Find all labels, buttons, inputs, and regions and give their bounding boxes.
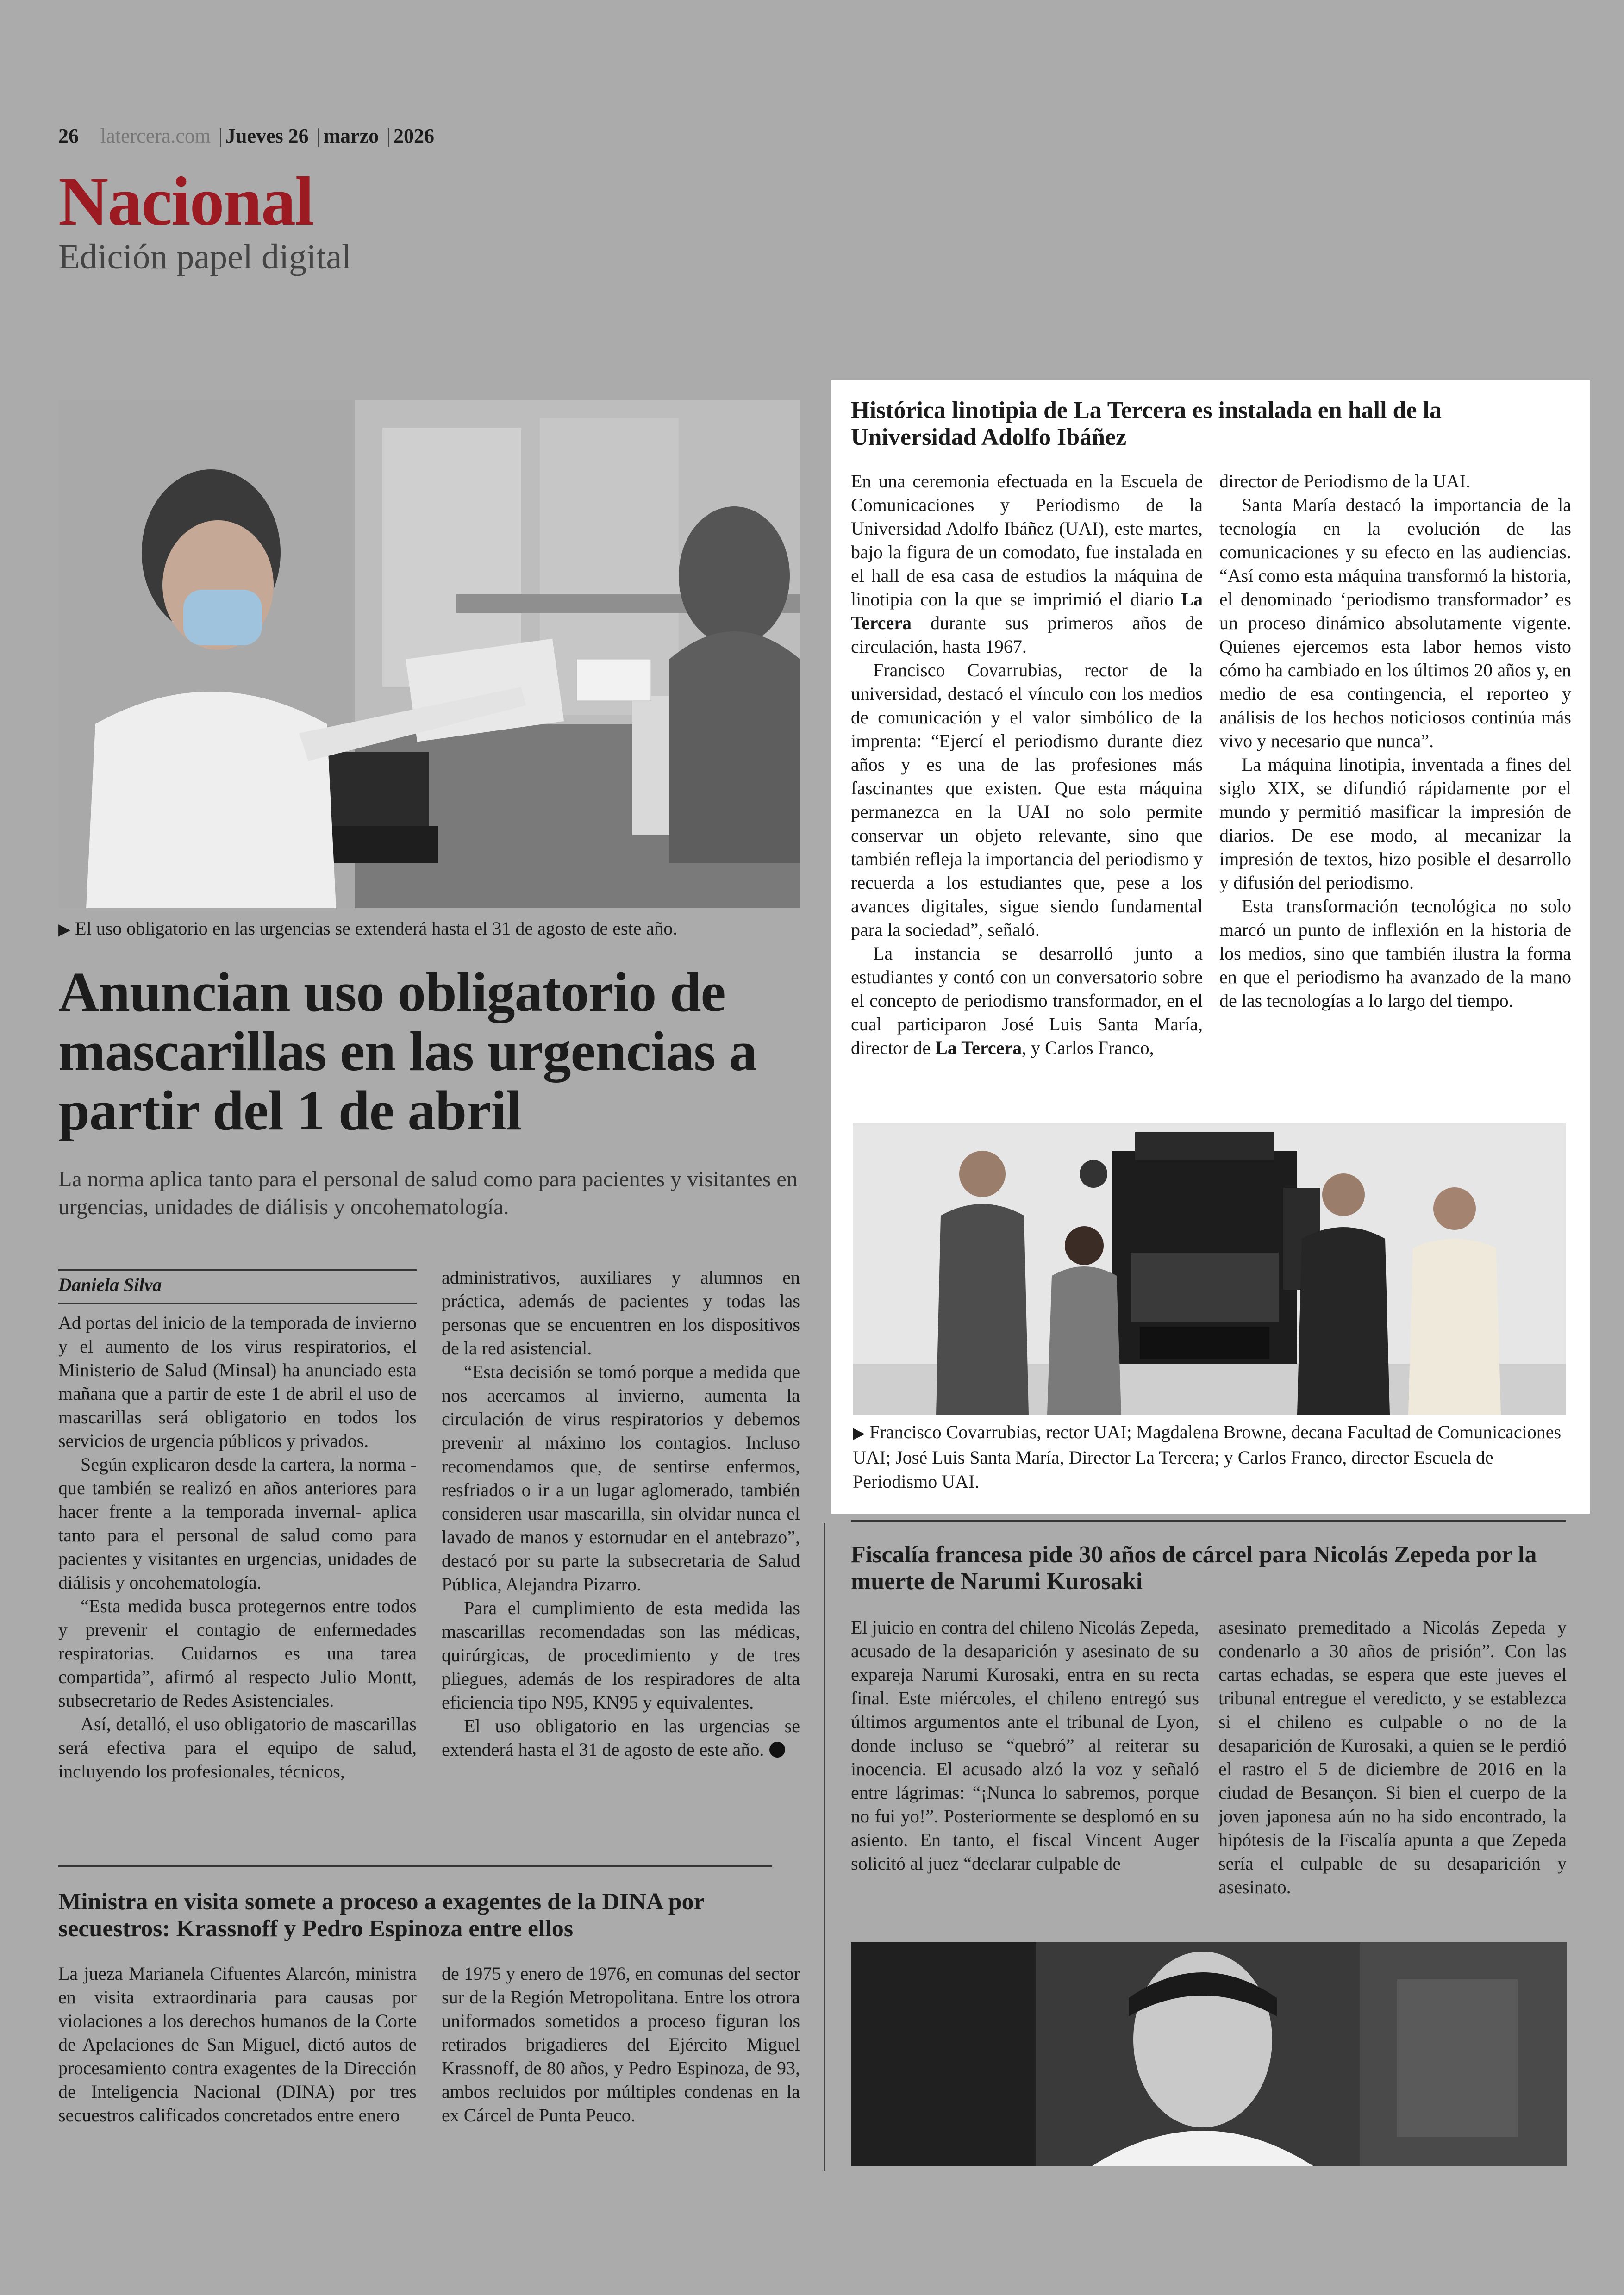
date-day: Jueves 26 [225, 125, 309, 147]
france-story-photo [851, 1942, 1567, 2166]
end-of-story-icon [769, 1742, 785, 1758]
page-number: 26 [58, 125, 79, 147]
byline-rule-bottom [58, 1303, 417, 1304]
caption-arrow-icon: ▶ [58, 921, 71, 938]
section-title: Nacional [58, 163, 313, 240]
main-deck: La norma aplica tanto para el personal de salud como para pacientes y visitantes en urgencias, unidades de diálisis y oncohematología. [58, 1167, 798, 1219]
main-headline: Anuncian uso obligatorio de mascarillas en las urgencias a partir del 1 de abril [58, 961, 757, 1142]
france-top-rule [851, 1520, 1566, 1522]
column-divider [824, 1523, 825, 2171]
france-headline: Fiscalía francesa pide 30 años de cárcel para Nicolás Zepeda por la muerte de Narumi Kurosaki [851, 1541, 1537, 1595]
dina-column-1: La jueza Marianela Cifuentes Alarcón, ministra en visita extraordinaria para causas por violaciones a los derechos humanos de la Corte de Apelaciones de San Miguel, dictó autos de procesamiento contra exagentes de la Dirección de Inteligencia Nacional (DINA) por tres secuestros calificados concretados entre enero [58, 1963, 417, 2126]
linotype-column-2: director de Periodismo de la UAI. Santa María destacó la importancia de la tecnología en la evolución de las comunicaciones y su efecto en las audiencias. “Así como esta máquina transformó la historia, el denominado ‘periodismo transformador’ es un proceso dinámico absolutamente vigente. Quienes ejercemos esta labor hemos visto cómo ha cambiado en los últimos 20 años y, en medio de esa contingencia, el reporteo y análisis de los hechos noticiosos continúa más vivo y necesario que nunca”. La máquina linotipia, inventada a fines del siglo XIX, se difundió rápidamente por el mundo y permitió masificar la impresión de diarios. De ese modo, al mecanizar la impresión de textos, hizo posible el desarrollo y difusión del periodismo. Esta transformación tecnológica no solo marcó un punto de inflexión en la historia de los medios, sino que también ilustra la forma en que el periodismo ha avanzado de la mano de las tecnologías a lo largo del tiempo. [1219, 471, 1571, 1011]
main-story-column-1: Ad portas del inicio de la temporada de invierno y el aumento de los virus respiratorios, el Ministerio de Salud (Minsal) ha anunciado esta mañana que a partir de este 1 de abril el uso de mascarillas será obligatorio en todos los servicios de urgencia públicos y privados. Según explicaron desde la cartera, la norma -que también se realizó en años anteriores para hacer frente a la temporada invernal- aplica tanto para el personal de salud como para pacientes y visitantes en urgencias, unidades de diálisis y oncohematología. “Esta medida busca protegernos entre todos y prevenir el contagio de enfermedades respiratorias. Cuidarnos es una tarea compartida”, afirmó al respecto Julio Montt, subsecretario de Redes Asistenciales. Así, detalló, el uso obligatorio de mascarillas será efectiva para el equipo de salud, incluyendo los profesionales, técnicos, [58, 1312, 417, 1782]
caption-arrow-icon: ▶ [853, 1425, 865, 1442]
site-name: latercera.com [100, 125, 211, 147]
dina-top-rule [58, 1865, 772, 1867]
date-year: 2026 [393, 125, 434, 147]
france-column-2: asesinato premeditado a Nicolás Zepeda y condenarlo a 30 años de prisión”. Con las cartas echadas, se espera que este jueves el tribunal entregue el veredicto, y se establezca si el chileno es culpable o no de la desaparición de Kurosaki, a quien se le perdió el rastro el 5 de diciembre de 2016 en la ciudad de Besançon. Si bien el cuerpo de la joven japonesa aún no ha sido encontrado, la hipótesis de la Fiscalía apunta a que Zepeda sería el culpable de su desaparición y asesinato. [1218, 1617, 1567, 1897]
main-photo-caption: ▶ El uso obligatorio en las urgencias se extenderá hasta el 31 de agosto de este año. [58, 918, 678, 939]
linotype-column-1: En una ceremonia efectuada en la Escuela de Comunicaciones y Periodismo de la Universidad Adolfo Ibáñez (UAI), este martes, bajo la figura de un comodato, fue instalada en el hall de esa casa de estudios la máquina de linotipia con la que se imprimió el diario La Tercera durante sus primeros años de circulación, hasta 1967. Francisco Covarrubias, rector de la universidad, destacó el vínculo con los medios de comunicación y el valor simbólico de la imprenta: “Ejercí el periodismo durante diez años y es una de las profesiones más fascinantes que existen. Que esta máquina permanezca en la UAI no solo permite conservar un objeto relevante, sino que también refleja la importancia del periodismo y recuerda a los estudiantes que, pese a los avances digitales, sigue siendo fundamental para la sociedad”, señaló. La instancia se desarrolló junto a estudiantes y contó con un conversatorio sobre el concepto de periodismo transformador, en el cual participaron José Luis Santa María, director de La Tercera, y Carlos Franco, [851, 471, 1203, 1058]
page-header: 26 latercera.com | Jueves 26 | marzo | 2026 [58, 125, 434, 147]
linotype-highlight-box [831, 380, 1590, 1514]
main-story-photo [58, 400, 800, 908]
linotype-photo [853, 1123, 1566, 1415]
byline-rule-top [58, 1269, 417, 1271]
linotype-headline: Histórica linotipia de La Tercera es instalada en hall de la Universidad Adolfo Ibáñez [851, 397, 1442, 450]
date-month: marzo [323, 125, 379, 147]
dina-headline: Ministra en visita somete a proceso a exagentes de la DINA por secuestros: Krassnoff y Pedro Espinoza entre ellos [58, 1889, 704, 1942]
main-story-column-2: administrativos, auxiliares y alumnos en práctica, además de pacientes y todas las personas que se encuentren en los dispositivos de la red asistencial. “Esta decisión se tomó porque a medida que nos acercamos al invierno, aumenta la circulación de virus respiratorios y debemos prevenir al máximo los contagios. Incluso recomendamos que, de sentirse enfermos, resfriados o ir a un lugar aglomerado, también consideren usar mascarilla, sin olvidar nunca el lavado de manos y estornudar en el antebrazo”, destacó por su parte la subsecretaria de Salud Pública, Alejandra Pizarro. Para el cumplimiento de esta medida las mascarillas recomendadas son las médicas, quirúrgicas, de procedimiento y de tres pliegues, además de los respiradores de alta eficiencia tipo N95, KN95 y equivalentes. El uso obligatorio en las urgencias se extenderá hasta el 31 de agosto de este año. [442, 1267, 800, 1760]
edition-label: Edición papel digital [58, 237, 352, 276]
france-column-1: El juicio en contra del chileno Nicolás Zepeda, acusado de la desaparición y asesinato de su expareja Narumi Kurosaki, entra en su recta final. Este miércoles, el chileno entregó sus últimos argumentos ante el tribunal de Lyon, donde incluso se “quebró” al reiterar su inocencia. El acusado alzó la voz y señaló entre lágrimas: “¡Nunca lo sabremos, porque no fui yo!”. Posteriormente se desplomó en su asiento. En tanto, el fiscal Vincent Auger solicitó al juez “declarar culpable de [851, 1617, 1199, 1874]
byline: Daniela Silva [58, 1274, 162, 1295]
linotype-photo-caption: ▶ Francisco Covarrubias, rector UAI; Magdalena Browne, decana Facultad de Comunicaciones UAI; José Luis Santa María, Director La Tercera; y Carlos Franco, director Escuela de Periodismo UAI. [853, 1422, 1562, 1492]
dina-column-2: de 1975 y enero de 1976, en comunas del sector sur de la Región Metropolitana. Entre los otrora uniformados sometidos a proceso figuran los retirados brigadieres del Ejército Miguel Krassnoff, de 80 años, y Pedro Espinoza, de 93, ambos recluidos por múltiples condenas en la ex Cárcel de Punta Peuco. [442, 1963, 800, 2126]
